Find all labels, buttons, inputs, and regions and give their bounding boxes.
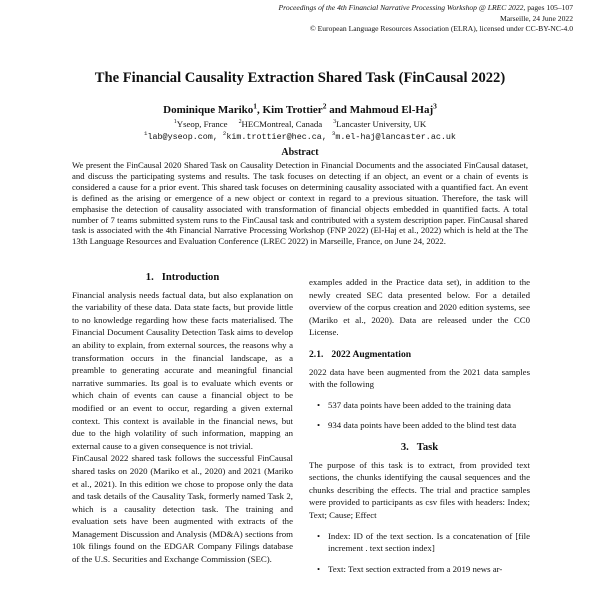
proceedings-title: Proceedings of the 4th Financial Narrative Processing Workshop @ LREC 2022 (278, 3, 524, 12)
bullet-icon: • (317, 420, 321, 431)
section-number: 1. (145, 272, 154, 283)
license-line: © European Language Resources Association (ELRA), licensed under CC-BY-NC-4.0 (309, 24, 573, 34)
affiliation: Lancaster University, UK (336, 119, 427, 129)
author-separator: and (326, 104, 350, 116)
proceedings-pages: , pages 105–107 (523, 3, 573, 12)
augmentation-list (309, 399, 530, 432)
list-item-text: 537 data points have been added to the training data (328, 399, 511, 410)
list-item-text: 934 data points have been added to the blind test data (328, 420, 517, 431)
list-item-text: Index: ID of the text section. Is a concatenation of [file increment . text section index] (328, 530, 530, 554)
bullet-icon: • (317, 399, 321, 410)
section-heading-introduction (72, 272, 293, 285)
bullet-icon: • (317, 563, 321, 574)
section-title: Task (416, 441, 439, 453)
author-name: Mahmoud El-Haj (349, 104, 434, 116)
subsection-title: 2022 Augmentation (331, 348, 412, 360)
affiliation: HECMontreal, Canada (241, 119, 323, 129)
page-header (279, 3, 573, 35)
bullet-icon: • (317, 530, 321, 541)
section-number: 3. (400, 441, 409, 453)
affil-sup: 2 (238, 119, 242, 126)
author-separator: , (257, 104, 263, 116)
affil-sup: 1 (173, 119, 177, 126)
location-date: Marseille, 24 June 2022 (500, 13, 573, 23)
author-sup: 3 (433, 101, 437, 111)
continued-paragraph: examples added in the Practice data set), in addition to the newly created SEC data presented below. For a detailed overview of the corpus creation and 2020 edition systems, see (Mariko et al., 2020). Data are released under the CC0 License. (309, 277, 530, 338)
list-item (309, 399, 530, 412)
affiliation: Yseop, France (176, 119, 228, 129)
email-address[interactable]: kim.trottier@hec.ca, (226, 132, 327, 142)
abstract-heading: Abstract (281, 147, 319, 158)
task-list (309, 530, 530, 576)
list-item (309, 530, 530, 555)
right-column (309, 276, 530, 583)
emails (0, 132, 600, 142)
author-sup: 1 (253, 101, 258, 111)
left-column (72, 272, 293, 566)
abstract-text: We present the FinCausal 2020 Shared Task on Causality Detection in Financial Documents and the associated FinCausal dataset, and discuss the participating systems and results. The task focuses on detecting if an object, an event or a chain of events is considered a cause for a prior event. This shared task focuses on determining causality associated with a quantified fact. An event is defined as the arising or emergence of a new object or context in regard to a previous situation. Therefore, the task will emphasise the detection of causality associated with transformation of financial objects embedded in quantified facts. A total number of 7 teams submitted system runs to the FinCausal task and contributed with a system description paper. FinCausal shared task is associated with the 4th Financial Narrative Processing Workshop (FNP 2022) (El-Haj et al., 2022) which is held at the The 13th Language Resources and Evaluation Conference (LREC 2022) in Marseille, France, on June 24, 2022. (72, 160, 528, 247)
list-item-text: Text: Text section extracted from a 2019 news ar- (328, 563, 503, 574)
email-sup: 2 (222, 130, 227, 138)
subsection-heading-augmentation (309, 349, 530, 362)
intro-paragraph-1: Financial analysis needs factual data, but also explanation on the variability of these data. Data state facts, but provide little to no knowledge regarding how these facts materialised. The Financial Document Causality Detection Task aims to develop an ability to explain, from external sources, the reasons why a transformation occurs in the financial landscape, as a preamble to generating accurate and meaningful financial narrative summaries. Its goal is to evaluate which events or which chain of events can cause a financial object to be modified or an event to occur, regarding a given external context. This context is available in the financial news, but due to the high volatility of such information, mapping an external cause to a given consequence is not trivial. (72, 289, 293, 451)
email-sup: 1 (144, 130, 148, 138)
augmentation-intro: 2022 data have been augmented from the 2021 data samples with the following (309, 366, 530, 390)
author-sup: 2 (322, 101, 327, 111)
affiliations (0, 119, 600, 129)
author-name: Kim Trottier (262, 104, 323, 116)
list-item (309, 419, 530, 432)
section-heading-task (309, 442, 530, 455)
list-item (309, 563, 530, 576)
email-sup: 3 (331, 130, 336, 138)
affil-sup: 3 (333, 119, 337, 126)
email-address[interactable]: lab@yseop.com, (147, 132, 218, 142)
intro-paragraph-2: FinCausal 2022 shared task follows the successful FinCausal shared tasks on 2020 (Mariko et al., 2020) and 2021 (Mariko et al., 2021). In this edition we chose to propose only the data and task details of the Causality Task, formerly named Task 2, which is a causality detection task. The training and evaluation sets have been augmented with extracts of the Management Discussion and Analysis (MD&A) sections from 10k filings found on the EDGAR Company Filings database of the U.S. Securities and Exchange Commission (SEC). (72, 453, 293, 565)
subsection-number: 2.1. (309, 348, 324, 360)
author-list (0, 101, 600, 116)
task-paragraph: The purpose of this task is to extract, from provided text sections, the chunks identifying the causal sequences and the chunks describing the effects. The trial and practice samples were provided to participants as csv files with headers: Index; Text; Cause; Effect (309, 459, 530, 520)
paper-title: The Financial Causality Extraction Shared Task (FinCausal 2022) (94, 70, 506, 86)
section-title: Introduction (161, 272, 220, 283)
author-name: Dominique Mariko (163, 104, 254, 116)
proceedings-line (279, 3, 573, 14)
email-address[interactable]: m.el-haj@lancaster.ac.uk (335, 132, 456, 142)
